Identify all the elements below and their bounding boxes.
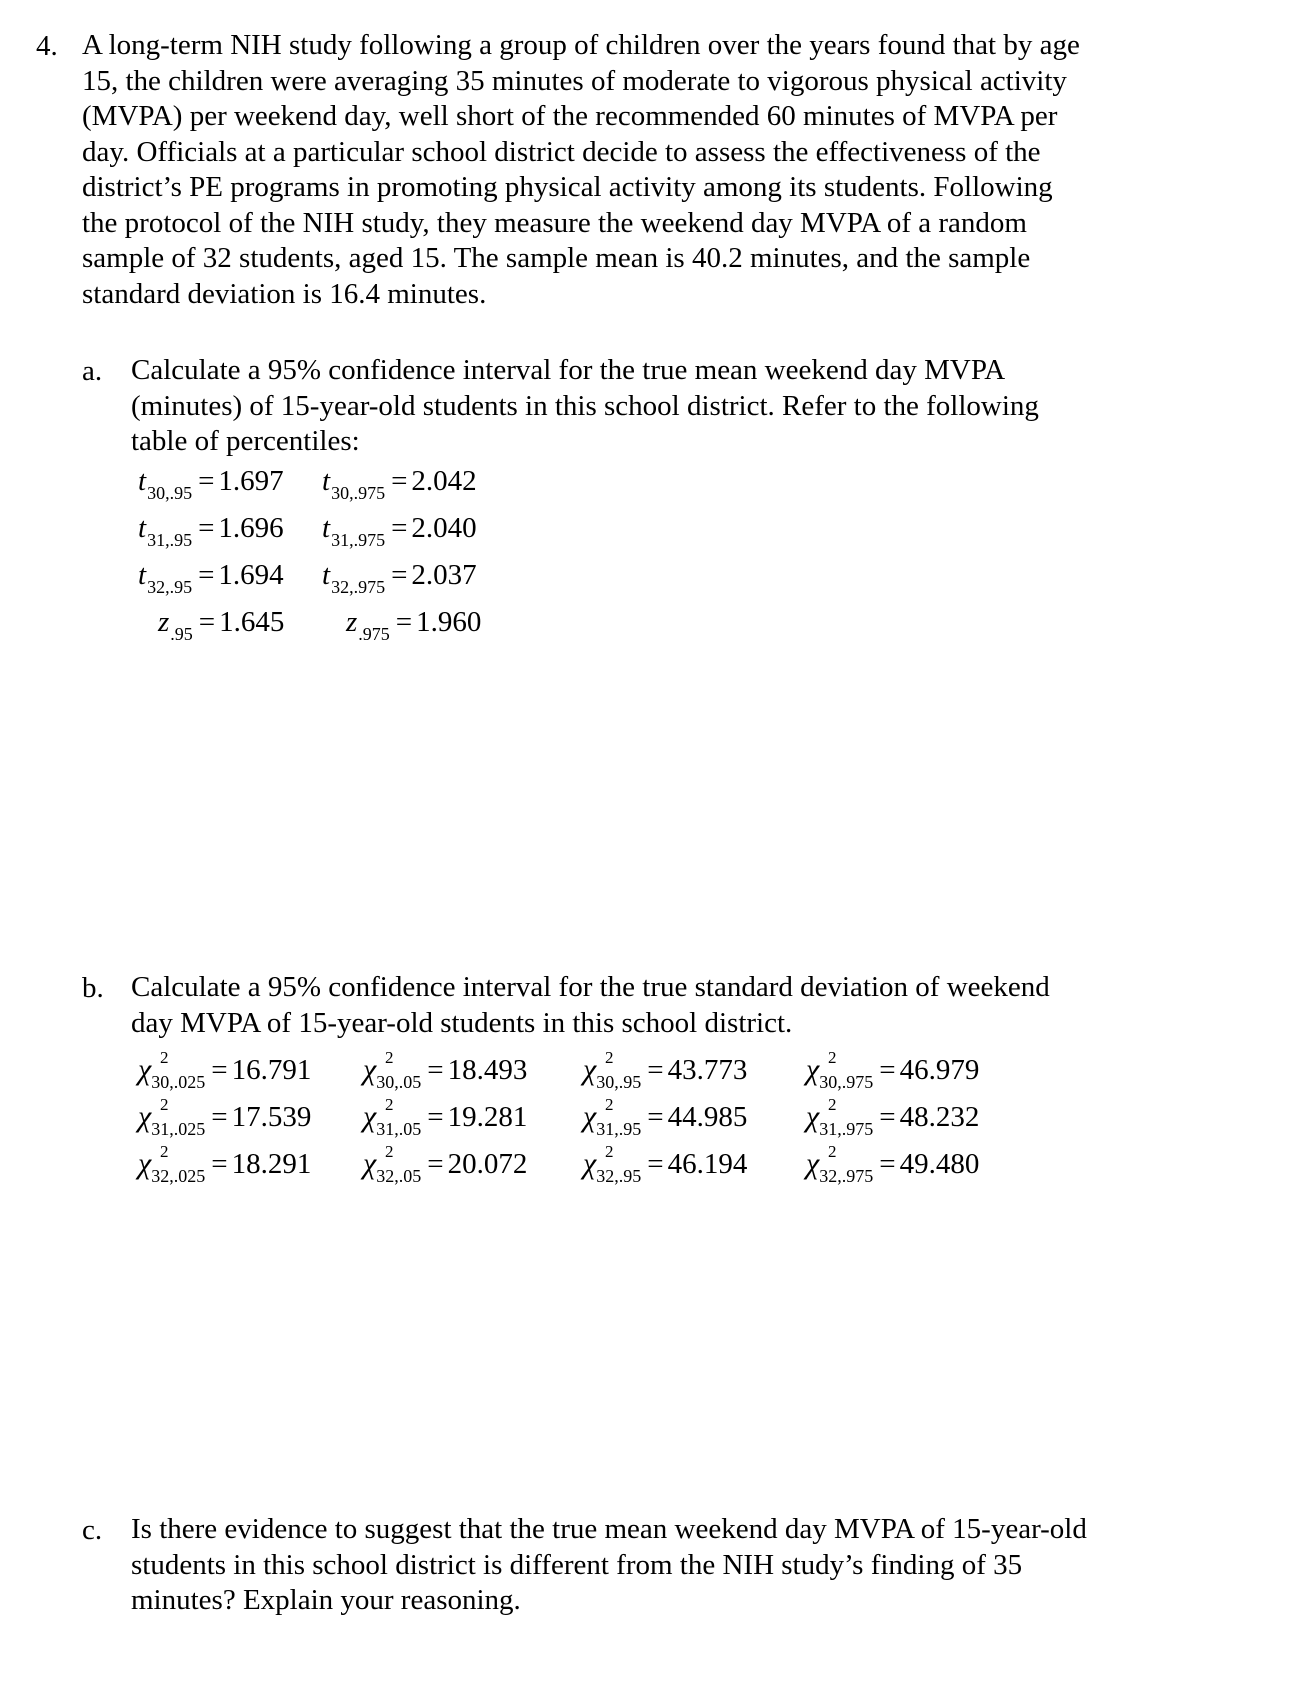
z-row: $z_{.95} = 1.645$	[158, 606, 285, 644]
t-subscript: 32,.975	[331, 577, 386, 597]
chi-subscript: 31,.95	[596, 1119, 642, 1139]
question-intro	[82, 28, 1080, 312]
t-value: 2.037	[411, 559, 477, 591]
chi-subscript: 30,.025	[151, 1072, 206, 1092]
chi-value: 43.773	[667, 1054, 748, 1086]
chi-subscript: 30,.975	[819, 1072, 874, 1092]
t-row-2-col-2: $t_{31,.975} = 2.040$	[322, 512, 477, 550]
t-symbol: t	[322, 512, 331, 544]
chi-cell: χ 2 $_{31,.975}$ = 48.232	[806, 1095, 980, 1139]
t-symbol: t	[322, 465, 331, 497]
chi-cell: χ 2 $_{32,.95}$ = 46.194	[583, 1142, 748, 1186]
chi-value: 20.072	[447, 1148, 528, 1180]
part-c-text	[131, 1512, 1087, 1619]
intro-line: district’s PE programs in promoting physical activity among its students. Following	[82, 171, 1053, 203]
z-value: 1.645	[219, 606, 285, 638]
chi-value: 46.979	[899, 1054, 980, 1086]
t-row-3-col-2: $t_{32,.975} = 2.037$	[322, 559, 477, 597]
intro-line: (MVPA) per weekend day, well short of the recommended 60 minutes of MVPA per	[82, 100, 1058, 132]
part-b-text	[131, 970, 1050, 1041]
t-value: 2.040	[411, 512, 477, 544]
intro-line: A long-term NIH study following a group of children over the years found that by age	[82, 29, 1080, 61]
chi-value: 49.480	[899, 1148, 980, 1180]
part-b-label: b.	[82, 972, 104, 1004]
t-value: 1.697	[218, 465, 284, 497]
t-symbol: t	[138, 512, 147, 544]
chi-cell: χ 2 $_{31,.05}$ = 19.281	[363, 1095, 528, 1139]
part-c-line: students in this school district is different from the NIH study’s finding of 35	[131, 1548, 1023, 1581]
intro-line: 15, the children were averaging 35 minutes of moderate to vigorous physical activity	[82, 64, 1067, 97]
t-row-1-col-2: $t_{30,.975} = 2.042$	[322, 465, 477, 503]
chi-cell: χ 2 $_{31,.95}$ = 44.985	[583, 1095, 748, 1139]
chi-cell: χ 2 $_{30,.95}$ = 43.773	[583, 1048, 748, 1092]
chi-value: 18.291	[231, 1148, 312, 1180]
t-value: 1.696	[218, 512, 284, 544]
z-symbol: z	[346, 606, 358, 638]
t-value: 1.694	[218, 559, 284, 591]
z-row-col-2: $z_{.975} = 1.960$	[346, 606, 482, 644]
part-a-line: (minutes) of 15-year-old students in this school district. Refer to the following	[131, 389, 1039, 422]
part-a-text	[131, 353, 1039, 460]
part-c-line: Is there evidence to suggest that the true mean weekend day MVPA of 15-year-old	[131, 1513, 1087, 1545]
chi-cell: χ 2 $_{32,.025}$ = 18.291	[138, 1142, 312, 1186]
t-subscript: 31,.975	[331, 530, 386, 550]
t-value: 2.042	[411, 465, 477, 497]
t-row-3: $t_{32,.95} = 1.694$	[138, 559, 284, 597]
part-a-label: a.	[82, 355, 103, 387]
intro-line: sample of 32 students, aged 15. The sample mean is 40.2 minutes, and the sample	[82, 242, 1031, 274]
part-b-line: day MVPA of 15-year-old students in this school district.	[131, 1006, 793, 1039]
t-symbol: t	[138, 465, 147, 497]
chi-subscript: 32,.95	[596, 1166, 642, 1186]
chi-value: 18.493	[447, 1054, 528, 1086]
chi-subscript: 31,.975	[819, 1119, 874, 1139]
chi-subscript: 31,.05	[376, 1119, 422, 1139]
chi-cell: χ 2 $_{30,.05}$ = 18.493	[363, 1048, 528, 1092]
chi-cell: χ 2 $_{30,.975}$ = 46.979	[806, 1048, 980, 1092]
chi-cell: χ 2 $_{32,.975}$ = 49.480	[806, 1142, 980, 1186]
chi-value: 19.281	[447, 1101, 528, 1133]
z-value: 1.960	[416, 606, 482, 638]
chi-subscript: 32,.975	[819, 1166, 874, 1186]
chi-value: 17.539	[231, 1101, 312, 1133]
t-symbol: t	[138, 559, 147, 591]
chi-value: 46.194	[667, 1148, 748, 1180]
intro-line: day. Officials at a particular school district decide to assess the effectiveness of the	[82, 135, 1041, 168]
intro-line: standard deviation is 16.4 minutes.	[82, 277, 487, 310]
chi-subscript: 31,.025	[151, 1119, 206, 1139]
question-number: 4.	[36, 30, 58, 62]
part-a-line: Calculate a 95% confidence interval for the true mean weekend day MVPA	[131, 354, 1006, 386]
t-subscript: 30,.975	[331, 483, 386, 503]
chi-subscript: 32,.025	[151, 1166, 206, 1186]
part-b-line: Calculate a 95% confidence interval for the true standard deviation of weekend	[131, 971, 1050, 1003]
chi-cell: χ 2 $_{31,.025}$ = 17.539	[138, 1095, 312, 1139]
t-symbol: t	[322, 559, 331, 591]
chi-cell: χ 2 $_{30,.025}$ = 16.791	[138, 1048, 312, 1092]
t-subscript: 30,.95	[147, 483, 193, 503]
t-row-1: $t_{30,.95} = 1.697$	[138, 465, 284, 503]
z-subscript: .975	[358, 624, 390, 644]
part-c-label: c.	[82, 1514, 103, 1546]
chi-subscript: 32,.05	[376, 1166, 422, 1186]
part-c-line: minutes? Explain your reasoning.	[131, 1584, 521, 1616]
t-subscript: 31,.95	[147, 530, 193, 550]
z-subscript: .95	[170, 624, 193, 644]
chi-subscript: 30,.05	[376, 1072, 422, 1092]
chi-value: 44.985	[667, 1101, 748, 1133]
chi-value: 48.232	[899, 1101, 980, 1133]
chi-subscript: 30,.95	[596, 1072, 642, 1092]
intro-line: the protocol of the NIH study, they measure the weekend day MVPA of a random	[82, 206, 1027, 239]
t-row-2: $t_{31,.95} = 1.696$	[138, 512, 284, 550]
chi-cell: χ 2 $_{32,.05}$ = 20.072	[363, 1142, 528, 1186]
part-a-line: table of percentiles:	[131, 425, 360, 457]
z-symbol: z	[158, 606, 170, 638]
t-subscript: 32,.95	[147, 577, 193, 597]
chi-value: 16.791	[231, 1054, 312, 1086]
